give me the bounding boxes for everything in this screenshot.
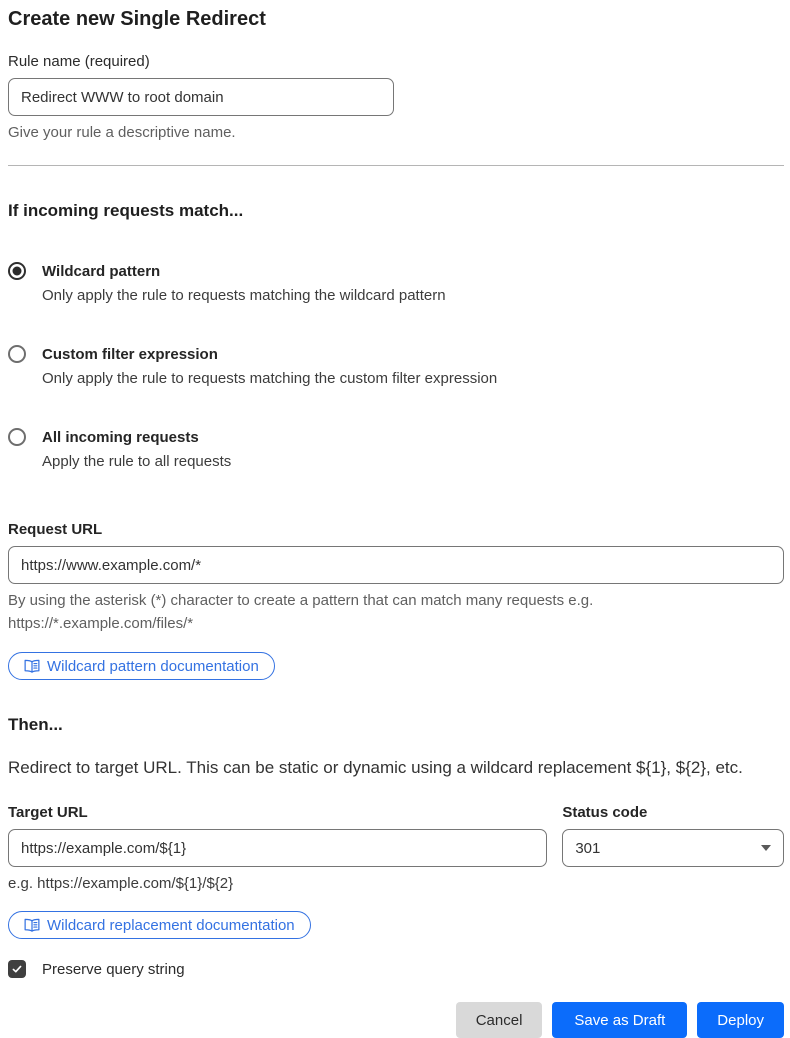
wildcard-replacement-documentation-button[interactable] [8,911,311,939]
radio-unselected-icon[interactable] [8,428,26,446]
chevron-down-icon [761,845,771,851]
radio-option-custom-filter-expression[interactable] [8,344,784,389]
then-heading: Then... [8,715,63,734]
radio-label-custom-filter-expression: Custom filter expression [42,346,218,363]
deploy-button[interactable]: Deploy [697,1002,784,1038]
rule-name-label: Rule name (required) [8,53,150,70]
checkbox-checked-icon[interactable] [8,960,26,978]
then-description: Redirect to target URL. This can be static or dynamic using a wildcard replacement ${1}, ${2}, etc. [8,758,743,777]
doc-pill-label: Wildcard replacement documentation [47,916,295,934]
section-divider [8,165,784,166]
request-url-label: Request URL [8,521,103,538]
status-code-value: 301 [575,839,601,857]
rule-name-input[interactable] [8,78,394,116]
open-book-icon [24,918,40,932]
matching-radio-group [8,261,784,472]
target-and-status-row [8,803,784,867]
radio-label-all-incoming-requests: All incoming requests [42,429,199,446]
cancel-button[interactable]: Cancel [456,1002,543,1038]
create-single-redirect-form [8,6,784,1038]
radio-selected-icon[interactable] [8,262,26,280]
save-as-draft-button[interactable]: Save as Draft [552,1002,687,1038]
preserve-query-string-label: Preserve query string [42,960,185,978]
wildcard-pattern-documentation-button[interactable] [8,652,275,680]
radio-desc-all-incoming-requests: Apply the rule to all requests [42,453,232,470]
request-url-input[interactable] [8,546,784,584]
matching-heading: If incoming requests match... [8,201,244,220]
form-actions [8,1002,784,1038]
request-url-help-line1: By using the asterisk (*) character to create a pattern that can match many requests e.g. [8,592,594,609]
radio-desc-custom-filter-expression: Only apply the rule to requests matching the custom filter expression [42,370,498,387]
status-code-select[interactable] [562,829,784,867]
rule-name-help: Give your rule a descriptive name. [8,124,236,141]
target-url-help: e.g. https://example.com/${1}/${2} [8,875,234,892]
open-book-icon [24,659,40,673]
request-url-help [8,589,784,635]
radio-label-wildcard-pattern: Wildcard pattern [42,263,161,280]
request-url-help-line2: https://*.example.com/files/* [8,615,194,632]
target-url-label: Target URL [8,804,88,821]
page-title: Create new Single Redirect [8,8,266,30]
radio-option-wildcard-pattern[interactable] [8,261,784,306]
radio-option-all-incoming-requests[interactable] [8,427,784,472]
radio-unselected-icon[interactable] [8,345,26,363]
doc-pill-label: Wildcard pattern documentation [47,657,259,675]
target-url-input[interactable] [8,829,547,867]
radio-desc-wildcard-pattern: Only apply the rule to requests matching the wildcard pattern [42,287,446,304]
status-code-label: Status code [562,804,648,821]
preserve-query-string-option[interactable] [8,960,784,978]
